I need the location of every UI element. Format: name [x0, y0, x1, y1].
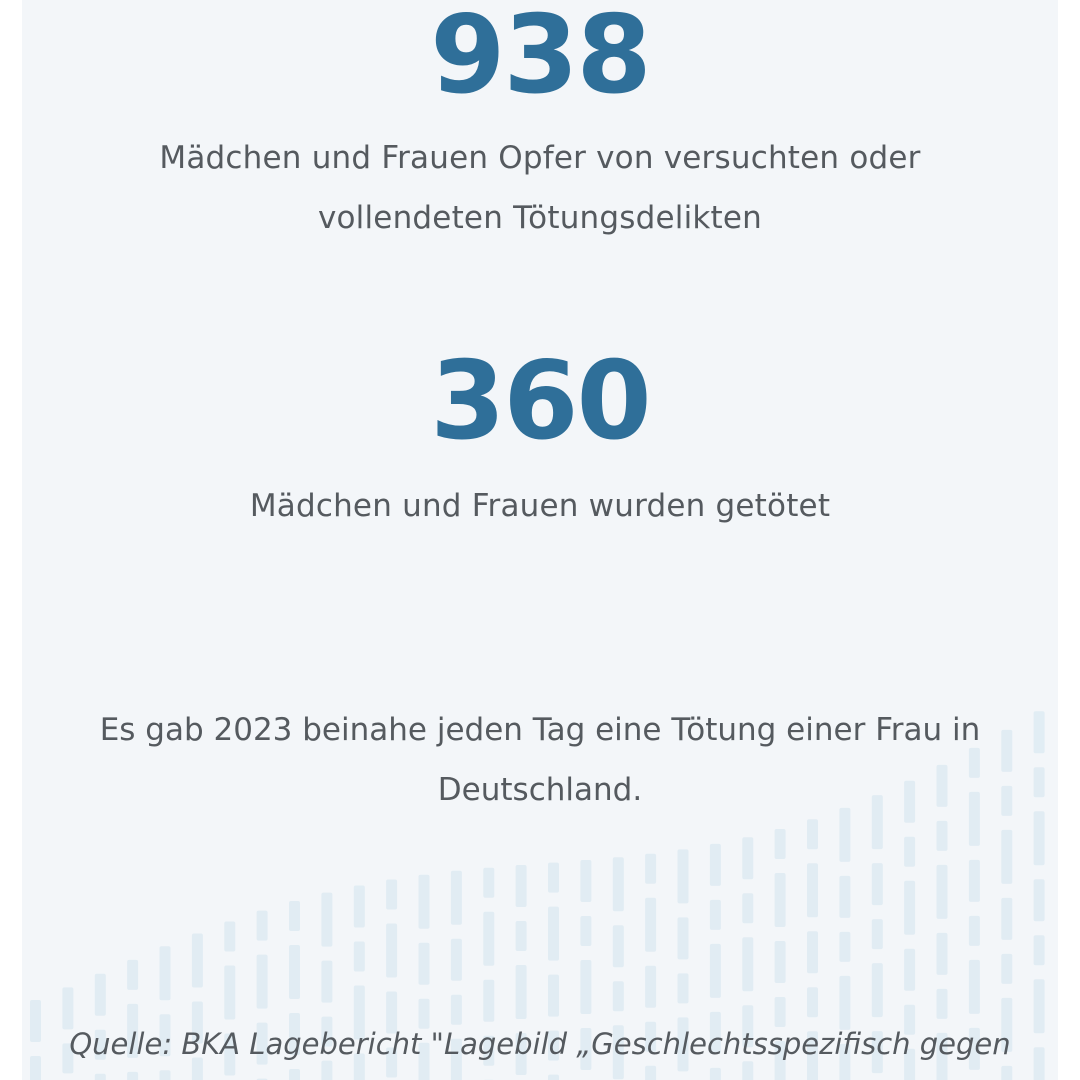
decorative-bar — [969, 916, 980, 946]
decorative-bar — [548, 975, 559, 1017]
decorative-bar — [483, 868, 494, 898]
decorative-bar — [419, 875, 430, 929]
decorative-bar — [1001, 898, 1012, 940]
decorative-bar — [1001, 786, 1012, 816]
decorative-bar — [580, 860, 591, 902]
decorative-bar — [872, 919, 883, 949]
decorative-bar — [289, 901, 300, 931]
decorative-bar — [742, 893, 753, 923]
decorative-bar — [937, 989, 948, 1019]
decorative-bar — [257, 955, 268, 1009]
decorative-bar — [742, 937, 753, 991]
decorative-bar — [321, 961, 332, 1003]
decorative-bar — [872, 863, 883, 905]
decorative-bar — [645, 966, 656, 1008]
decorative-bar — [95, 974, 106, 1016]
decorative-bar — [1034, 767, 1045, 797]
decorative-bar — [289, 945, 300, 999]
decorative-bar — [1001, 954, 1012, 984]
stat-number: 938 — [430, 0, 650, 118]
stat-killed — [22, 339, 1058, 536]
decorative-bar — [354, 942, 365, 972]
decorative-bar — [1001, 1066, 1012, 1080]
decorative-bar — [807, 987, 818, 1017]
decorative-bar — [678, 917, 689, 959]
stat-attempted-killings — [22, 2, 1058, 248]
decorative-bar — [483, 912, 494, 966]
decorative-bar — [1001, 830, 1012, 884]
decorative-bar — [807, 819, 818, 849]
decorative-bar — [775, 829, 786, 859]
decorative-bar — [1001, 730, 1012, 772]
decorative-bar — [160, 1070, 171, 1080]
decorative-bar — [386, 880, 397, 910]
decorative-bar — [95, 1074, 106, 1080]
decorative-bar — [937, 865, 948, 919]
decorative-bar — [904, 881, 915, 935]
stat-number: 360 — [430, 339, 650, 464]
decorative-bar — [127, 960, 138, 990]
decorative-bar — [710, 944, 721, 998]
decorative-bar — [775, 941, 786, 983]
stat-caption: Mädchen und Frauen wurden getötet — [249, 488, 831, 524]
decorative-bar — [678, 849, 689, 903]
decorative-bar — [839, 876, 850, 918]
decorative-bar — [645, 898, 656, 952]
decorative-bar — [710, 900, 721, 930]
decorative-bar — [160, 946, 171, 1000]
decorative-bar — [548, 907, 559, 961]
source-citation: Quelle: BKA Lagebericht "Lagebild „Geschlechtsspezifisch gegen — [69, 1027, 1011, 1061]
decorative-bar — [710, 1068, 721, 1080]
decorative-bar — [807, 931, 818, 973]
decorative-bar — [937, 821, 948, 851]
decorative-bar — [1034, 935, 1045, 965]
decorative-bar — [742, 837, 753, 879]
summary-statement: Es gab 2023 beinahe jeden Tag eine Tötung einer Frau in Deutschland. — [99, 712, 981, 808]
decorative-bar — [937, 933, 948, 975]
decorative-bar — [516, 965, 527, 1019]
decorative-bar — [839, 932, 850, 962]
decorative-bar — [872, 963, 883, 1017]
infographic-card — [22, 0, 1058, 1080]
decorative-bar — [451, 871, 462, 925]
decorative-bar — [354, 886, 365, 928]
decorative-bar — [969, 860, 980, 902]
decorative-bar — [548, 863, 559, 893]
decorative-bar — [904, 949, 915, 991]
decorative-bar — [613, 857, 624, 911]
decorative-bar — [613, 981, 624, 1011]
decorative-bar — [580, 916, 591, 946]
decorative-bar — [257, 911, 268, 941]
decorative-bar — [613, 925, 624, 967]
decorative-bar — [516, 921, 527, 951]
decorative-bar — [969, 960, 980, 1014]
decorative-bar — [580, 960, 591, 1014]
decorative-bar — [386, 924, 397, 978]
decorative-bar — [419, 943, 430, 985]
decorative-bar — [710, 844, 721, 886]
decorative-bar — [548, 1075, 559, 1080]
decorative-bar — [321, 893, 332, 947]
decorative-bar — [645, 854, 656, 884]
decorative-bar — [192, 934, 203, 988]
decorative-bar — [483, 980, 494, 1022]
decorative-bar — [775, 873, 786, 927]
decorative-bar — [516, 865, 527, 907]
decorative-bar — [451, 939, 462, 981]
decorative-bar — [127, 1072, 138, 1080]
stat-caption: Mädchen und Frauen Opfer von versuchten oder vollendeten Tötungsdelikten — [159, 140, 921, 236]
decorative-bar — [807, 863, 818, 917]
decorative-bar — [678, 973, 689, 1003]
decorative-bar — [1034, 811, 1045, 865]
decorative-bar — [289, 1069, 300, 1080]
decorative-bar — [904, 837, 915, 867]
decorative-bar — [224, 966, 235, 1020]
decorative-bar — [1034, 711, 1045, 753]
decorative-bar — [1034, 879, 1045, 921]
decorative-bar — [224, 922, 235, 952]
